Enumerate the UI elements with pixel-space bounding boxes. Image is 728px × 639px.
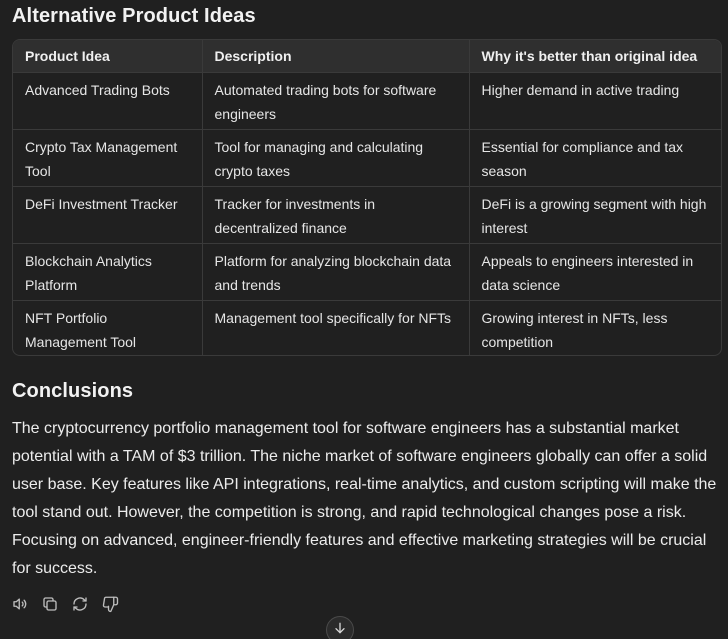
table-cell: Essential for compliance and tax season xyxy=(469,129,721,186)
column-header-product-idea: Product Idea xyxy=(13,40,202,72)
table-cell: Platform for analyzing blockchain data and trends xyxy=(202,243,469,300)
copy-button[interactable] xyxy=(39,595,61,617)
table-cell: Tool for managing and calculating crypto taxes xyxy=(202,129,469,186)
message-actions xyxy=(9,595,121,617)
table-cell: Growing interest in NFTs, less competition xyxy=(481,309,668,350)
table-cell: DeFi Investment Tracker xyxy=(13,186,202,243)
alternatives-table xyxy=(13,40,721,356)
section-heading-conclusions: Conclusions xyxy=(12,380,134,402)
read-aloud-button[interactable] xyxy=(9,595,31,617)
arrow-down-icon xyxy=(332,620,348,639)
table-row xyxy=(13,129,721,186)
table-cell: Management tool specifically for NFTs xyxy=(202,300,469,356)
table-cell: Higher demand in active trading xyxy=(469,72,721,129)
bad-response-button[interactable] xyxy=(99,595,121,617)
copy-icon xyxy=(41,595,59,618)
alternatives-table-container xyxy=(12,39,722,356)
table-cell: DeFi is a growing segment with high interest xyxy=(469,186,721,243)
table-cell: Crypto Tax Management Tool xyxy=(13,129,202,186)
table-row xyxy=(13,186,721,243)
table-row xyxy=(13,243,721,300)
scroll-to-bottom-button[interactable] xyxy=(326,616,354,639)
column-header-description: Description xyxy=(202,40,469,72)
regenerate-icon xyxy=(71,595,89,618)
speaker-icon xyxy=(11,595,29,618)
table-cell: Tracker for investments in decentralized finance xyxy=(202,186,469,243)
table-cell: Advanced Trading Bots xyxy=(13,72,202,129)
regenerate-button[interactable] xyxy=(69,595,91,617)
column-header-why-better: Why it's better than original idea xyxy=(469,40,721,72)
table-header-row xyxy=(13,40,721,72)
table-cell: NFT Portfolio Management Tool xyxy=(13,300,202,356)
table-row xyxy=(13,72,721,129)
table-cell: Appeals to engineers interested in data science xyxy=(469,243,721,300)
table-row xyxy=(13,300,721,356)
table-cell: Automated trading bots for software engineers xyxy=(202,72,469,129)
thumbs-down-icon xyxy=(101,595,119,618)
section-heading-alternatives: Alternative Product Ideas xyxy=(12,5,256,27)
conclusions-paragraph: The cryptocurrency portfolio management tool for software engineers has a substantial market potential with a TAM of $3 trillion. The niche market of software engineers globally can offer a solid user base. Key features like API integrations, real-time analytics, and custom scripting will make the tool stand out. However, the competition is strong, and rapid technological changes pose a risk. Focusing on advanced, engineer-friendly features and effective marketing strategies will be crucial for success. xyxy=(12,420,717,577)
table-cell: Blockchain Analytics Platform xyxy=(13,243,202,300)
